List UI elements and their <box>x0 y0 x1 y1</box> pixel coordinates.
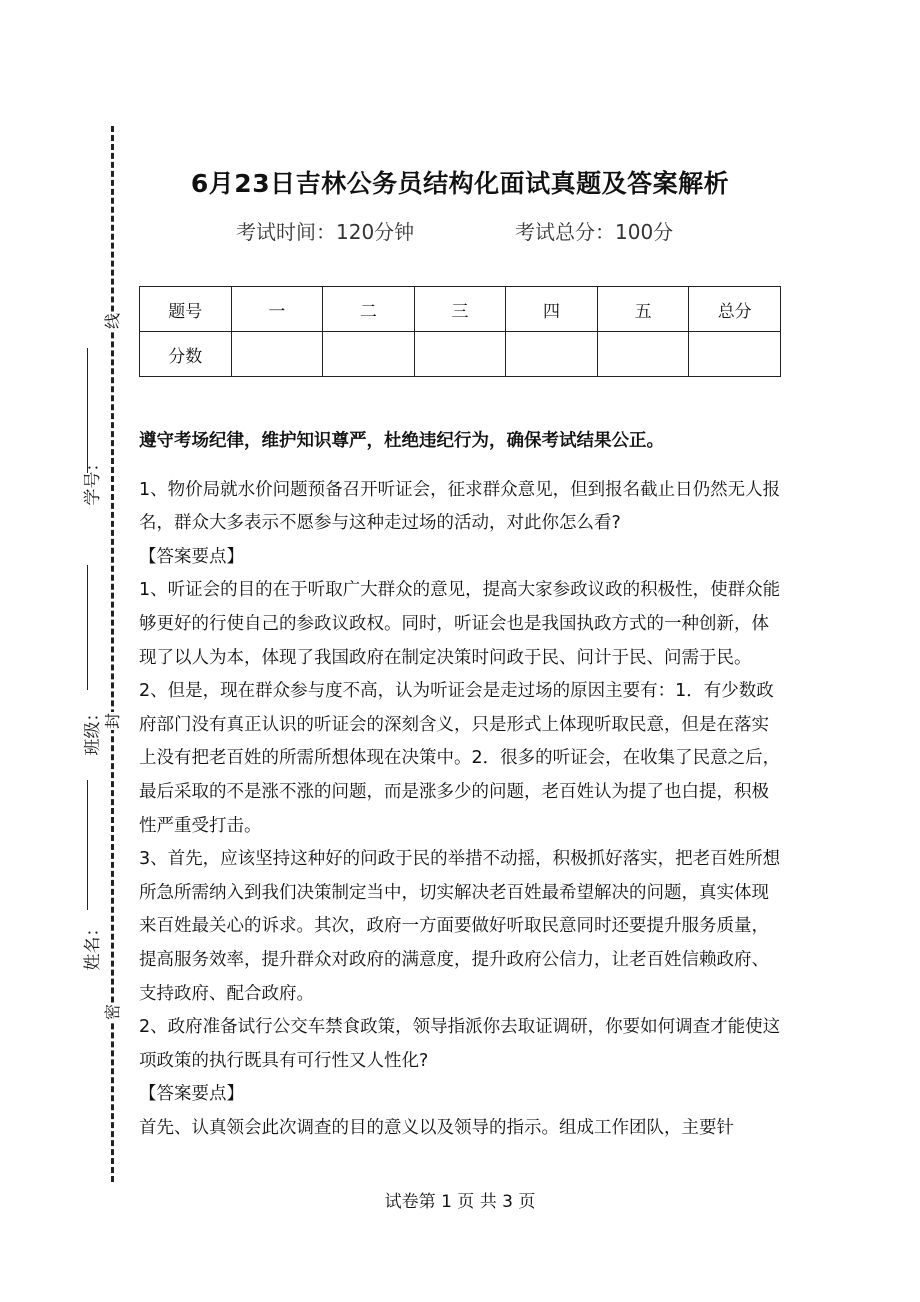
page-title: 6月23日吉林公务员结构化面试真题及答案解析 <box>190 169 730 198</box>
class-fill-line <box>87 565 88 690</box>
score-cell <box>597 332 689 377</box>
score-header-cell: 题号 <box>140 287 232 332</box>
question-2: 2、政府准备试行公交车禁食政策，领导指派你去取证调研，你要如何调查才能使这项政策的执行既具有可行性又人性化? <box>139 1017 781 1071</box>
score-row-label: 分数 <box>140 332 232 377</box>
score-header-cell: 二 <box>323 287 415 332</box>
binding-dashed-line <box>111 126 114 1182</box>
answer-1-point-2: 2、但是，现在群众参与度不高，认为听证会是走过场的原因主要有：1．有少数政府部门没有真正认识的听证会的深刻含义，只是形式上体现听取民意，但是在落实上没有把老百姓的所需所想体现在决策中。2．很多的听证会，在收集了民意之后，最后采取的不是涨不涨的问题，而是涨多少的问题，老百姓认为提了也白提，积极性严重受打击。 <box>139 681 781 836</box>
score-table-score-row <box>140 332 781 377</box>
binding-mark-secret: 密 <box>103 1004 122 1021</box>
answer-2-point-1: 首先、认真领会此次调查的目的意义以及领导的指示。组成工作团队，主要针 <box>139 1117 734 1138</box>
question-1: 1、物价局就水价问题预备召开听证会，征求群众意见，但到报名截止日仍然无人报名，群众大多表示不愿参与这种走过场的活动，对此你怎么看? <box>139 479 781 534</box>
score-header-cell: 四 <box>506 287 598 332</box>
score-header-cell: 五 <box>597 287 689 332</box>
score-cell <box>689 332 781 377</box>
score-header-cell: 一 <box>231 287 323 332</box>
score-table-header-row <box>140 287 781 332</box>
page-footer: 试卷第 1 页 共 3 页 <box>384 1192 536 1212</box>
binding-mark-seal: 封 <box>103 713 122 730</box>
score-cell <box>323 332 415 377</box>
score-header-cell: 总分 <box>689 287 781 332</box>
class-label: 班级： <box>83 704 103 756</box>
score-cell <box>414 332 506 377</box>
answer-heading-2: 【答案要点】 <box>139 1084 244 1105</box>
score-table <box>139 286 781 377</box>
name-fill-line <box>87 780 88 910</box>
exam-content <box>139 425 783 1145</box>
answer-heading-1: 【答案要点】 <box>139 546 244 567</box>
exam-notice: 遵守考场纪律，维护知识尊严，杜绝违纪行为，确保考试结果公正。 <box>139 431 664 451</box>
exam-time: 考试时间：120分钟 <box>236 220 415 244</box>
answer-1-point-1: 1、听证会的目的在于听取广大群众的意见，提高大家参政议政的积极性，使群众能够更好的行使自己的参政议政权。同时，听证会也是我国执政方式的一种创新，体现了以人为本，体现了我国政府在制定决策时问政于民、问计于民、问需于民。 <box>139 580 781 668</box>
score-header-cell: 三 <box>414 287 506 332</box>
answer-1-point-3: 3、首先，应该坚持这种好的问政于民的举措不动摇，积极抓好落实，把老百姓所想所急所需纳入到我们决策制定当中，切实解决老百姓最希望解决的问题，真实体现来百姓最关心的诉求。其次，政府一方面要做好听取民意同时还要提升服务质量，提高服务效率，提升群众对政府的满意度，提升政府公信力，让老百姓信赖政府、支持政府、配合政府。 <box>139 849 781 1004</box>
name-label: 姓名： <box>83 919 103 971</box>
total-score: 考试总分：100分 <box>515 220 674 244</box>
score-cell <box>506 332 598 377</box>
score-cell <box>231 332 323 377</box>
binding-mark-line: 线 <box>103 313 122 330</box>
student-id-label: 学号： <box>83 454 103 506</box>
